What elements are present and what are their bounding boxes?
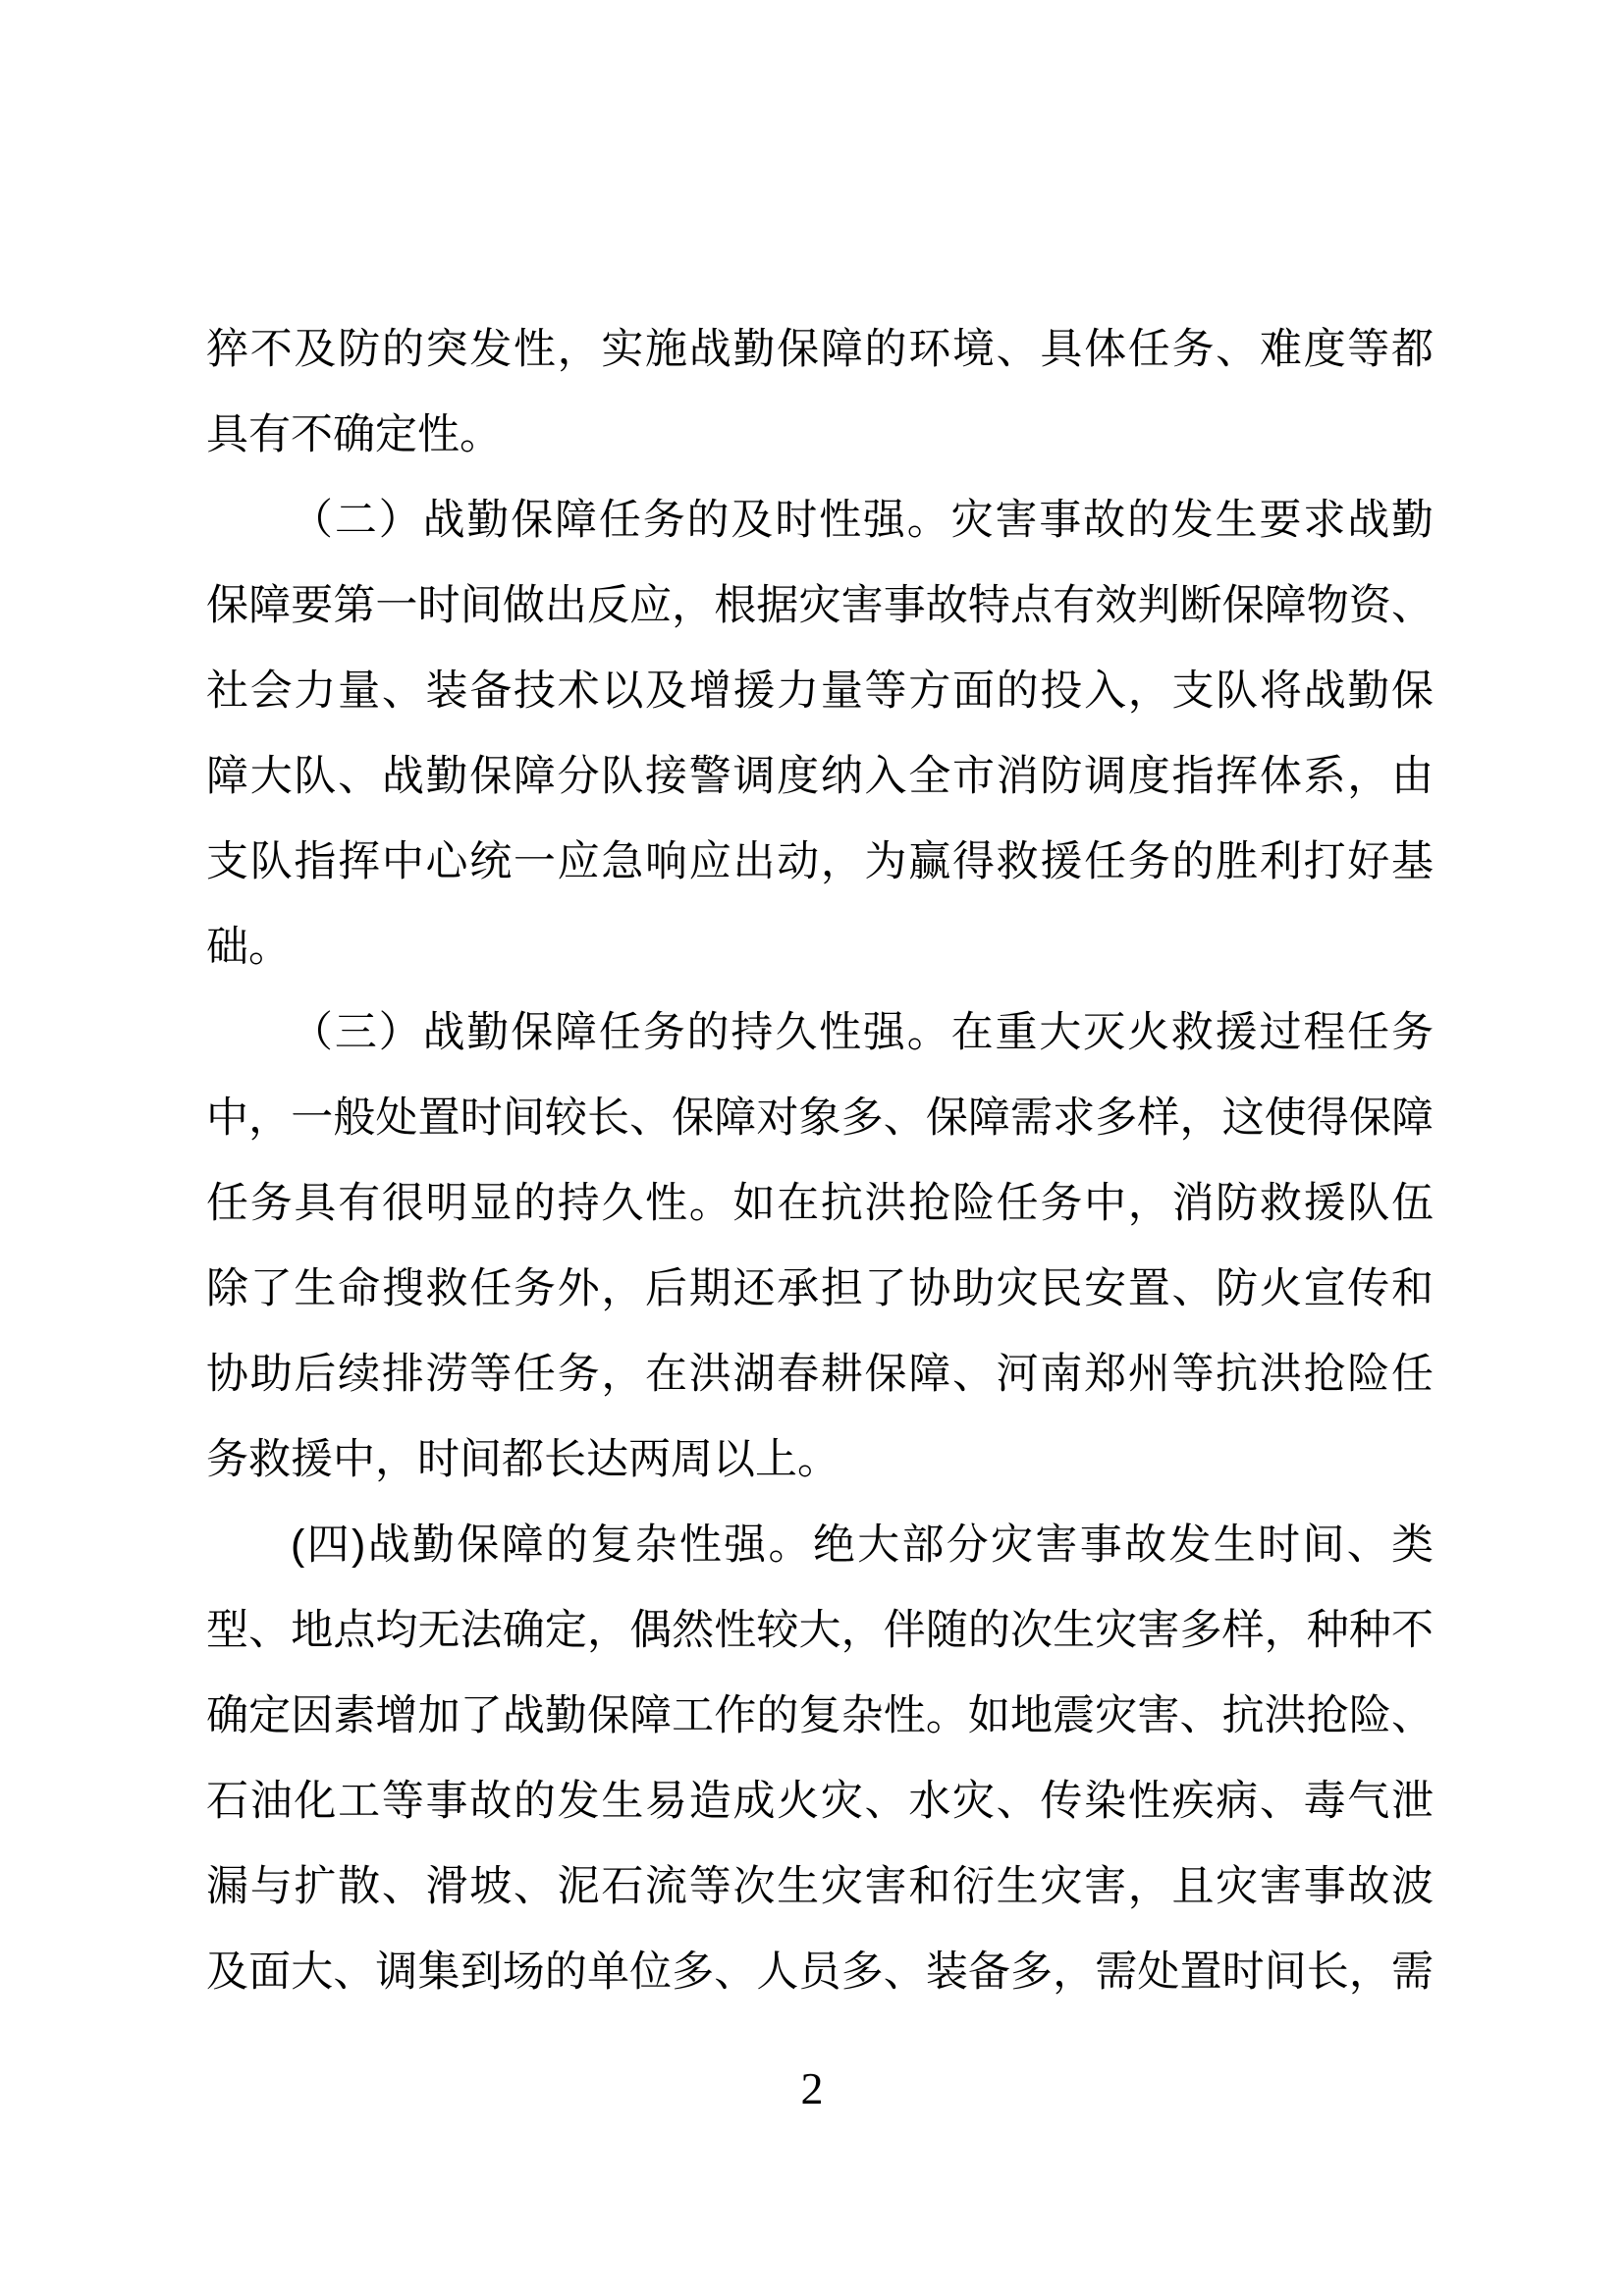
text-line: 漏与扩散、滑坡、泥石流等次生灾害和衍生灾害，且灾害事故波: [206, 1863, 1434, 1910]
document-body: [206, 307, 1434, 2015]
text-line: 障大队、战勤保障分队接警调度纳入全市消防调度指挥体系，由: [206, 753, 1434, 800]
text-line: 除了生命搜救任务外，后期还承担了协助灾民安置、防火宣传和: [206, 1265, 1434, 1312]
text-line: 中，一般处置时间较长、保障对象多、保障需求多样，这使得保障: [206, 1095, 1434, 1142]
text-line: 及面大、调集到场的单位多、人员多、装备多，需处置时间长，需: [206, 1949, 1434, 1996]
text-line: 协助后续排涝等任务，在洪湖春耕保障、河南郑州等抗洪抢险任: [206, 1351, 1434, 1398]
text-line: 型、地点均无法确定，偶然性较大，伴随的次生灾害多样，种种不: [206, 1607, 1434, 1654]
page-number: 2: [800, 2063, 824, 2113]
paragraph-item-2: [206, 478, 1434, 990]
text-line: 具有不确定性。: [206, 411, 502, 458]
text-line: （二）战勤保障任务的及时性强。灾害事故的发生要求战勤: [291, 497, 1434, 544]
paragraph-continuation: [206, 307, 1434, 478]
paragraph-item-3: [206, 990, 1434, 1503]
text-line: 务救援中，时间都长达两周以上。: [206, 1436, 839, 1483]
text-line: 保障要第一时间做出反应，根据灾害事故特点有效判断保障物资、: [206, 582, 1434, 629]
text-line: （三）战勤保障任务的持久性强。在重大灭火救援过程任务: [291, 1009, 1434, 1056]
text-line: 社会力量、装备技术以及增援力量等方面的投入，支队将战勤保: [206, 667, 1434, 715]
text-line: (四)战勤保障的复杂性强。绝大部分灾害事故发生时间、类: [291, 1522, 1434, 1569]
text-line: 确定因素增加了战勤保障工作的复杂性。如地震灾害、抗洪抢险、: [206, 1692, 1434, 1739]
text-line: 支队指挥中心统一应急响应出动，为赢得救援任务的胜利打好基: [206, 838, 1434, 885]
text-line: 猝不及防的突发性，实施战勤保障的环境、具体任务、难度等都: [206, 326, 1434, 373]
text-line: 任务具有很明显的持久性。如在抗洪抢险任务中，消防救援队伍: [206, 1180, 1434, 1227]
text-line: 础。: [206, 924, 291, 971]
paragraph-item-4: [206, 1503, 1434, 2015]
text-line: 石油化工等事故的发生易造成火灾、水灾、传染性疾病、毒气泄: [206, 1778, 1434, 1825]
